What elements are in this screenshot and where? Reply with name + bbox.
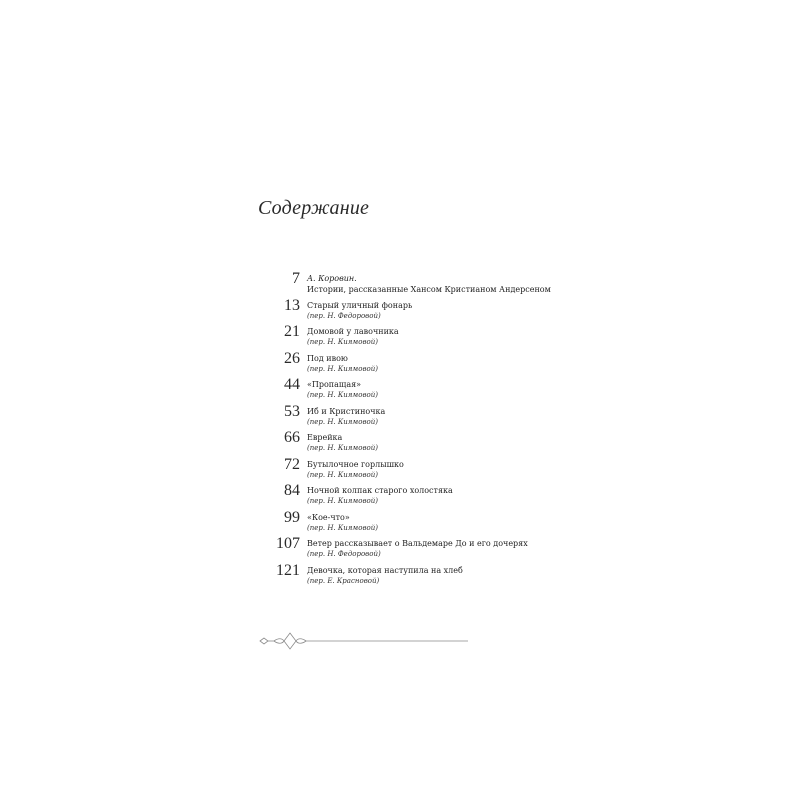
toc-entry-text [307, 512, 567, 533]
toc-page-number: 99 [284, 508, 300, 526]
toc-entry [258, 270, 558, 296]
toc-entry [258, 297, 558, 323]
toc-entry-text [307, 406, 567, 427]
toc-entry-text [307, 273, 567, 295]
toc-page-number: 107 [276, 535, 300, 552]
toc-entry-title: Иб и Кристиночка [307, 406, 386, 416]
toc-entry [258, 509, 558, 535]
toc-entry-title: «Пропащая» [307, 380, 362, 389]
toc-page-number: 66 [284, 429, 300, 446]
toc-page-number: 121 [276, 561, 300, 579]
toc-entry-text [307, 300, 567, 321]
toc-entry-text [307, 485, 567, 506]
toc-entry-text [307, 538, 567, 559]
toc-entry-text [307, 459, 567, 480]
toc-entry-title: Девочка, которая наступила на хлеб [307, 565, 463, 575]
toc-page-number: 72 [284, 455, 300, 473]
toc-entry-title: Ветер рассказывает о Вальдемаре До и его дочерях [307, 539, 528, 548]
toc-entry [258, 456, 558, 482]
toc-entry-title: Бутылочное горлышко [307, 459, 404, 469]
toc-entry-subtitle: (пер. Н. Киямовой) [307, 338, 378, 346]
toc-entry-subtitle: (пер. Н. Киямовой) [307, 497, 378, 505]
toc-entry-text [307, 565, 567, 586]
toc-entry-title: «Кое-что» [307, 512, 350, 522]
toc-entry-text [307, 432, 567, 453]
toc-page-number: 53 [284, 402, 300, 420]
toc-entry [258, 429, 558, 455]
toc-page-number: 26 [284, 349, 300, 367]
toc-entry-title: Старый уличный фонарь [307, 300, 413, 310]
toc-entry [258, 323, 558, 349]
toc-entry [258, 403, 558, 429]
toc-entry-subtitle: Истории, рассказанные Хансом Кристианом Андерсеном [307, 285, 551, 294]
toc-entry-subtitle: (пер. Н. Федоровой) [307, 311, 381, 320]
toc-entry-title: А. Коровин. [307, 274, 357, 283]
toc-entry-title: Еврейка [307, 433, 343, 442]
toc-entry-subtitle: (пер. Н. Федоровой) [307, 550, 381, 558]
diamond-flourish-divider-icon [258, 629, 470, 653]
toc-entry [258, 482, 558, 508]
toc-entry-subtitle: (пер. Н. Киямовой) [307, 523, 378, 532]
toc-entry-subtitle: (пер. Н. Киямовой) [307, 391, 378, 399]
toc-page-number: 44 [284, 376, 300, 393]
toc-entry-title: Под ивою [307, 353, 348, 363]
toc-entry [258, 562, 558, 588]
toc-entry-subtitle: (пер. Н. Киямовой) [307, 364, 378, 373]
toc-page-number: 21 [284, 323, 300, 340]
toc-entry-title: Домовой у лавочника [307, 327, 399, 336]
toc-entry-text [307, 379, 567, 400]
toc-page-number: 13 [284, 296, 300, 314]
toc-page-number: 7 [292, 270, 300, 287]
toc-page-number: 84 [284, 482, 300, 499]
toc-entry [258, 376, 558, 402]
toc-entry-subtitle: (пер. Н. Киямовой) [307, 470, 378, 479]
toc-entry-subtitle: (пер. Н. Киямовой) [307, 444, 378, 452]
toc-entry-subtitle: (пер. Е. Красновой) [307, 576, 380, 585]
page-title: Содержание [258, 197, 370, 219]
toc-entry [258, 350, 558, 376]
toc-entry-subtitle: (пер. Н. Киямовой) [307, 417, 378, 426]
toc-entry-title: Ночной колпак старого холостяка [307, 486, 453, 495]
toc-entry-text [307, 353, 567, 374]
toc-entry-text [307, 326, 567, 347]
toc-entry [258, 535, 558, 561]
